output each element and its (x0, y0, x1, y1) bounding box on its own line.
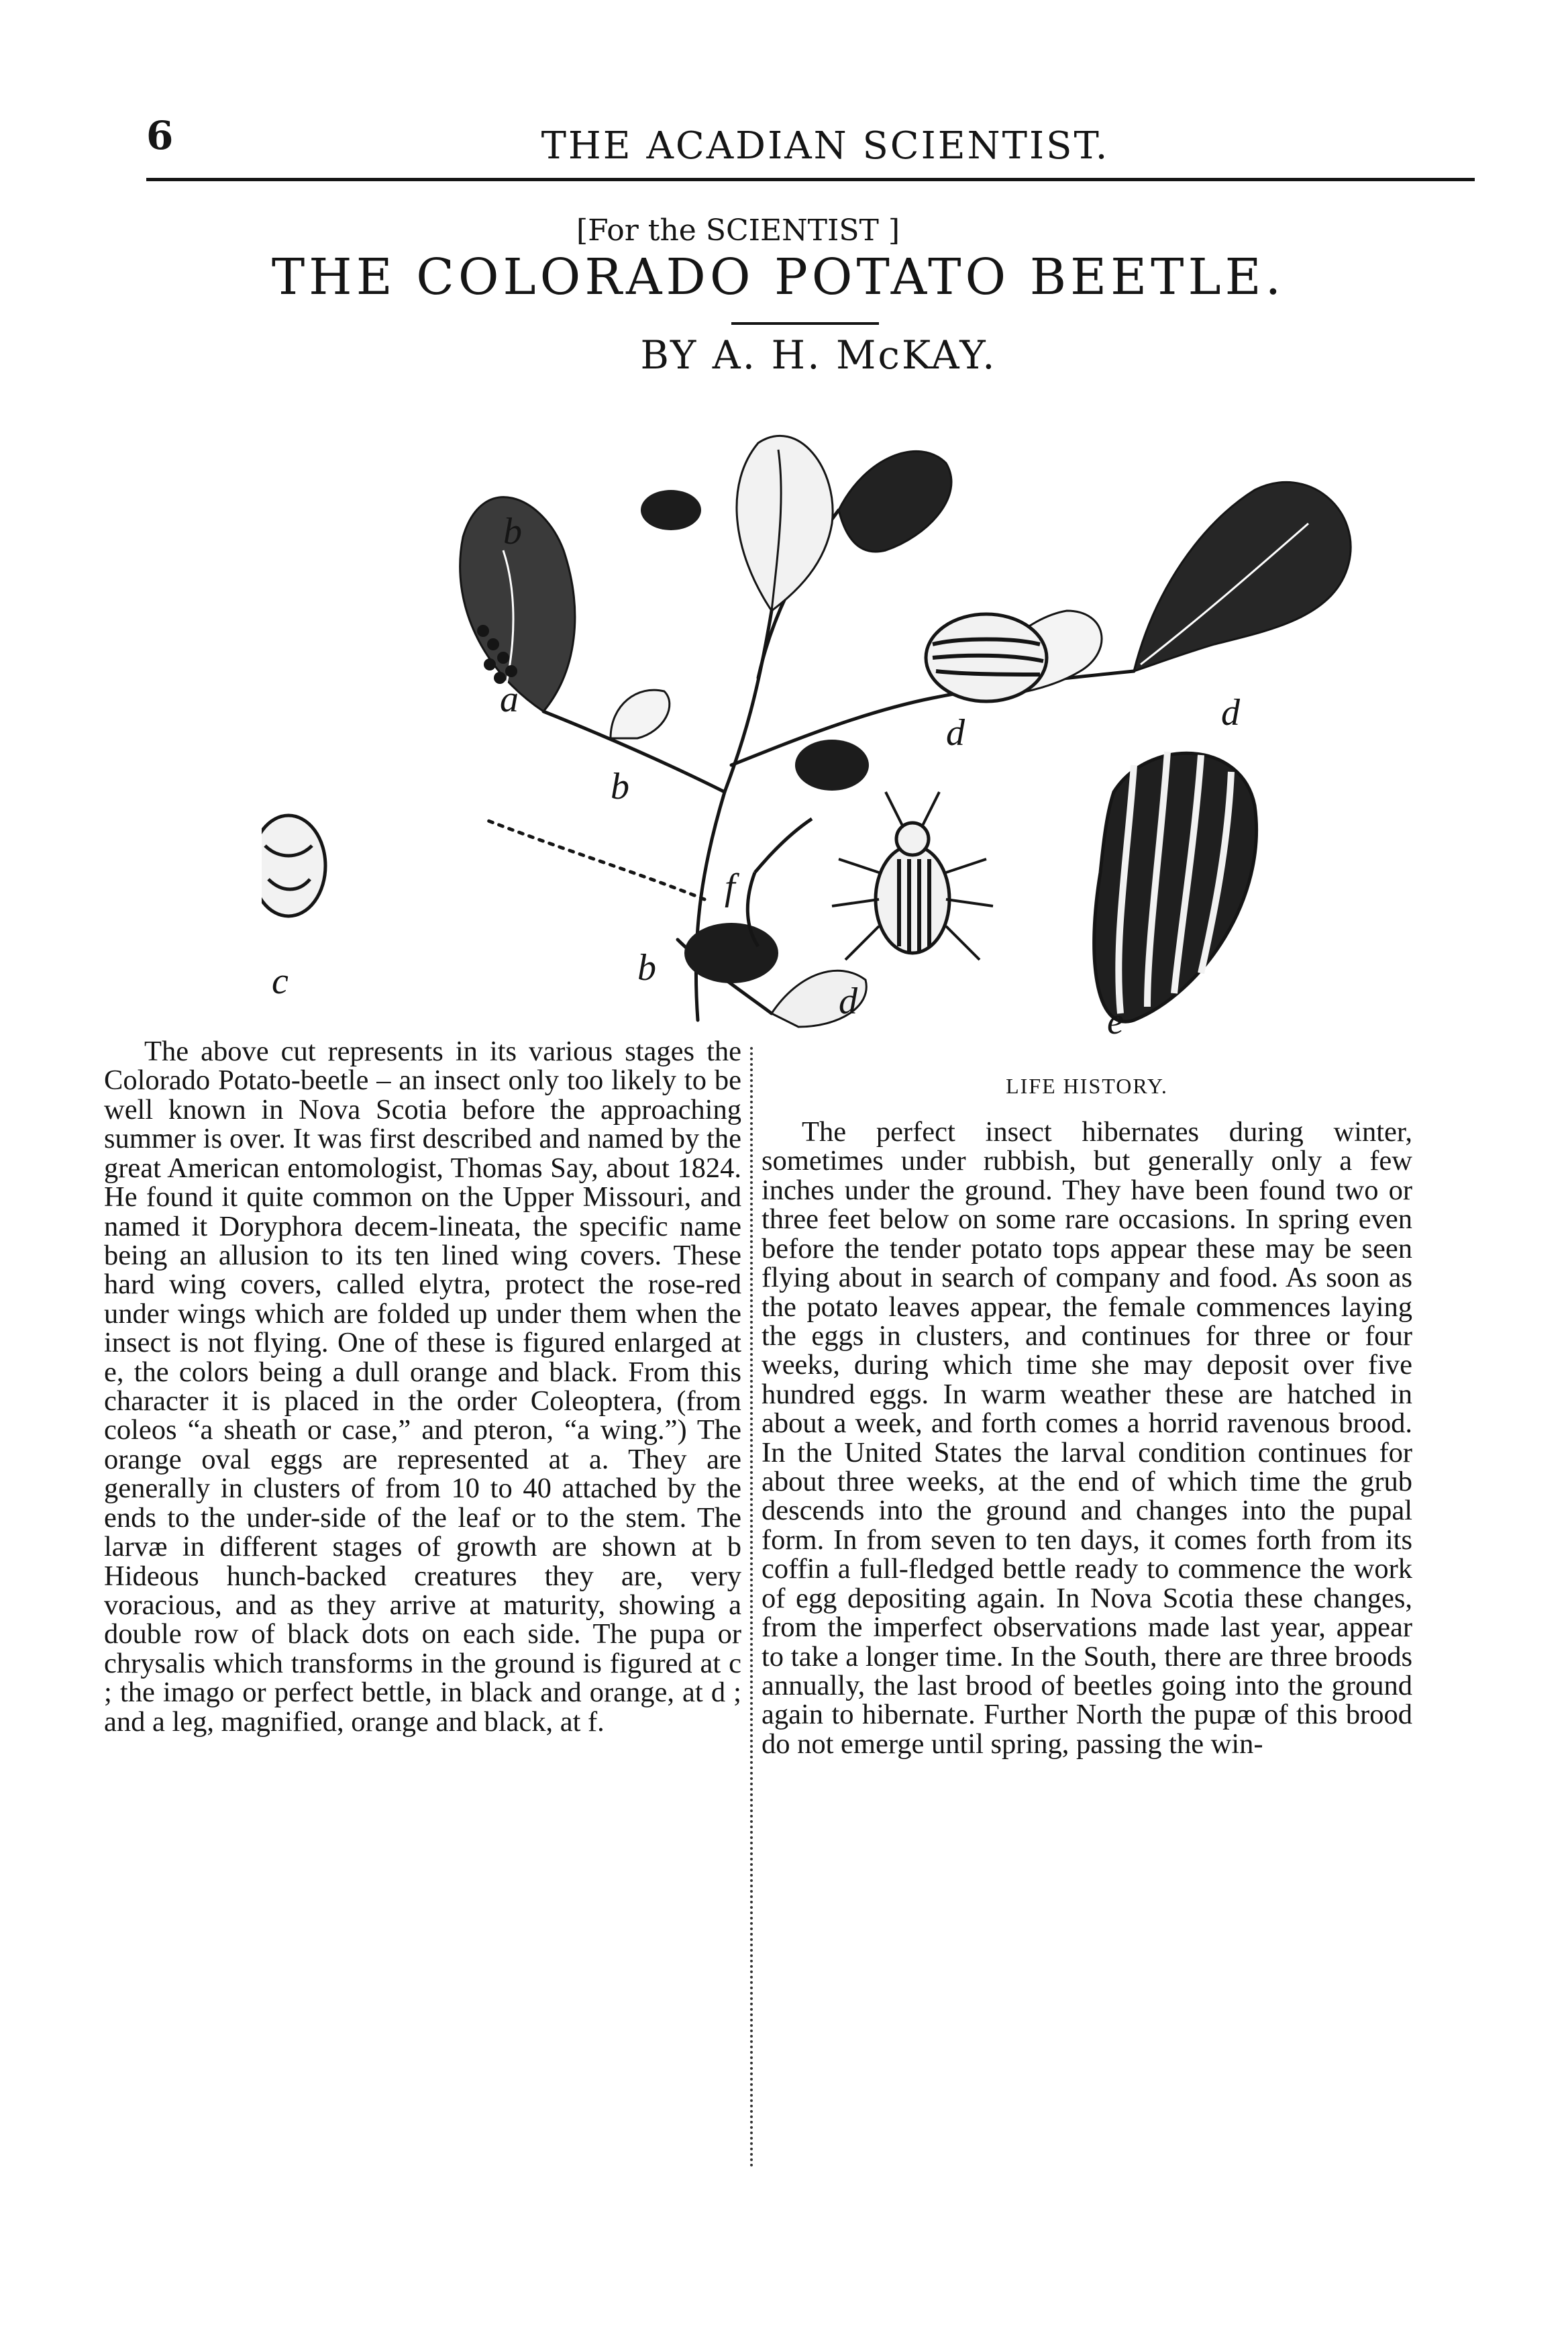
figure-label-a: a (500, 679, 519, 720)
pupa-c (262, 815, 325, 916)
right-column-paragraph: The perfect insect hibernates during winter, sometimes under rubbish, but generally only a few inches under the ground. They have been found two or three feet below on some rare occasions. In spring even before the tender potato tops appear these may be seen flying about in search of company and food. As soon as the potato leaves appear, the female commences laying the eggs in clusters, and continues for three or four weeks, during which time she may deposit over five hundred eggs. In warm weather these are hatched in about a week, and forth comes a horrid ravenous brood. In the United States the larval condition continues for about three weeks, at the end of which time the grub descends into the ground and changes into the pupal form. In from seven to ten days, it comes forth from its coffin a full-fledged bettle ready to commence the work of egg depositing again. In Nova Scotia these changes, from the imperfect observations made last year, appear to take a longer time. In the South, there are three broods annually, the last brood of beetles going into the ground again to hibernate. Further North the pupæ of this brood do not emerge until spring, passing the win- (762, 1116, 1412, 1760)
larva-b-low (684, 923, 778, 983)
article-byline: BY A. H. McKAY. (640, 332, 997, 378)
larva-b-stem (795, 740, 869, 791)
figure-label-d-leaf: d (946, 712, 965, 754)
larva-b-top (641, 490, 701, 530)
article-title: THE COLORADO POTATO BEETLE. (271, 248, 1286, 306)
figure-label-c: c (272, 960, 289, 1002)
left-column-paragraph: The above cut represents in its various stages the Colorado Potato-beetle – an insect only too likely to be well known in Nova Scotia before the approaching summer is over. It was first described and named by the great American entomologist, Thomas Say, about 1824. He found it quite common on the Upper Missouri, and named it Doryphora decem-lineata, the specific name being an allusion to its ten lined wing covers. These hard wing covers, called elytra, protect the rose-red under wings which are folded up under them when the insect is not flying. One of these is figured enlarged at e, the colors being a dull orange and black. From this character it is placed in the order Coleoptera, (from coleos “a sheath or case,” and pteron, “a wing.”) The orange oval eggs are represented at a. They are generally in clusters of from 10 to 40 attached by the ends to the under-side of the leaf or to the stem. The larvæ in different stages of growth are shown at b Hideous hunch-backed creatures they are, very voracious, and as they arrive at maturity, showing a double row of black dots on each side. The pupa or chrysalis which transforms in the ground is figured at c ; the imago or perfect bettle, in black and orange, at d ; and a leg, magnified, orange and black, at f. (104, 1036, 741, 1738)
leaf-top (737, 436, 833, 611)
journal-title: THE ACADIAN SCIENTIST. (541, 124, 1110, 168)
figure-label-d-leaf-right: d (1221, 692, 1240, 734)
left-column (104, 1037, 741, 1736)
figure-label-f: f (725, 866, 735, 908)
wing-cover-e (1094, 752, 1257, 1022)
column-divider (750, 1047, 753, 2168)
right-column (762, 1117, 1412, 1758)
potato-beetle-illustration (262, 389, 1402, 1060)
page-number: 6 (146, 113, 174, 158)
leg-f (747, 819, 812, 946)
beetle-d-on-leaf (926, 614, 1047, 701)
article-attribution: [For the SCIENTIST ] (576, 213, 900, 248)
figure-label-d-adult: d (839, 981, 857, 1022)
figure-label-b-stem: b (611, 766, 629, 807)
section-heading-life-history: LIFE HISTORY. (1006, 1074, 1168, 1098)
figure-label-e: e (1107, 1001, 1124, 1042)
figure-label-b-top: b (503, 511, 522, 552)
leaf-top-right (839, 451, 951, 552)
title-rule (731, 322, 879, 325)
beetle-d-adult (832, 792, 993, 960)
figure-label-b-low: b (637, 947, 656, 989)
leaf-small-left (611, 690, 670, 738)
header-rule (146, 178, 1475, 181)
